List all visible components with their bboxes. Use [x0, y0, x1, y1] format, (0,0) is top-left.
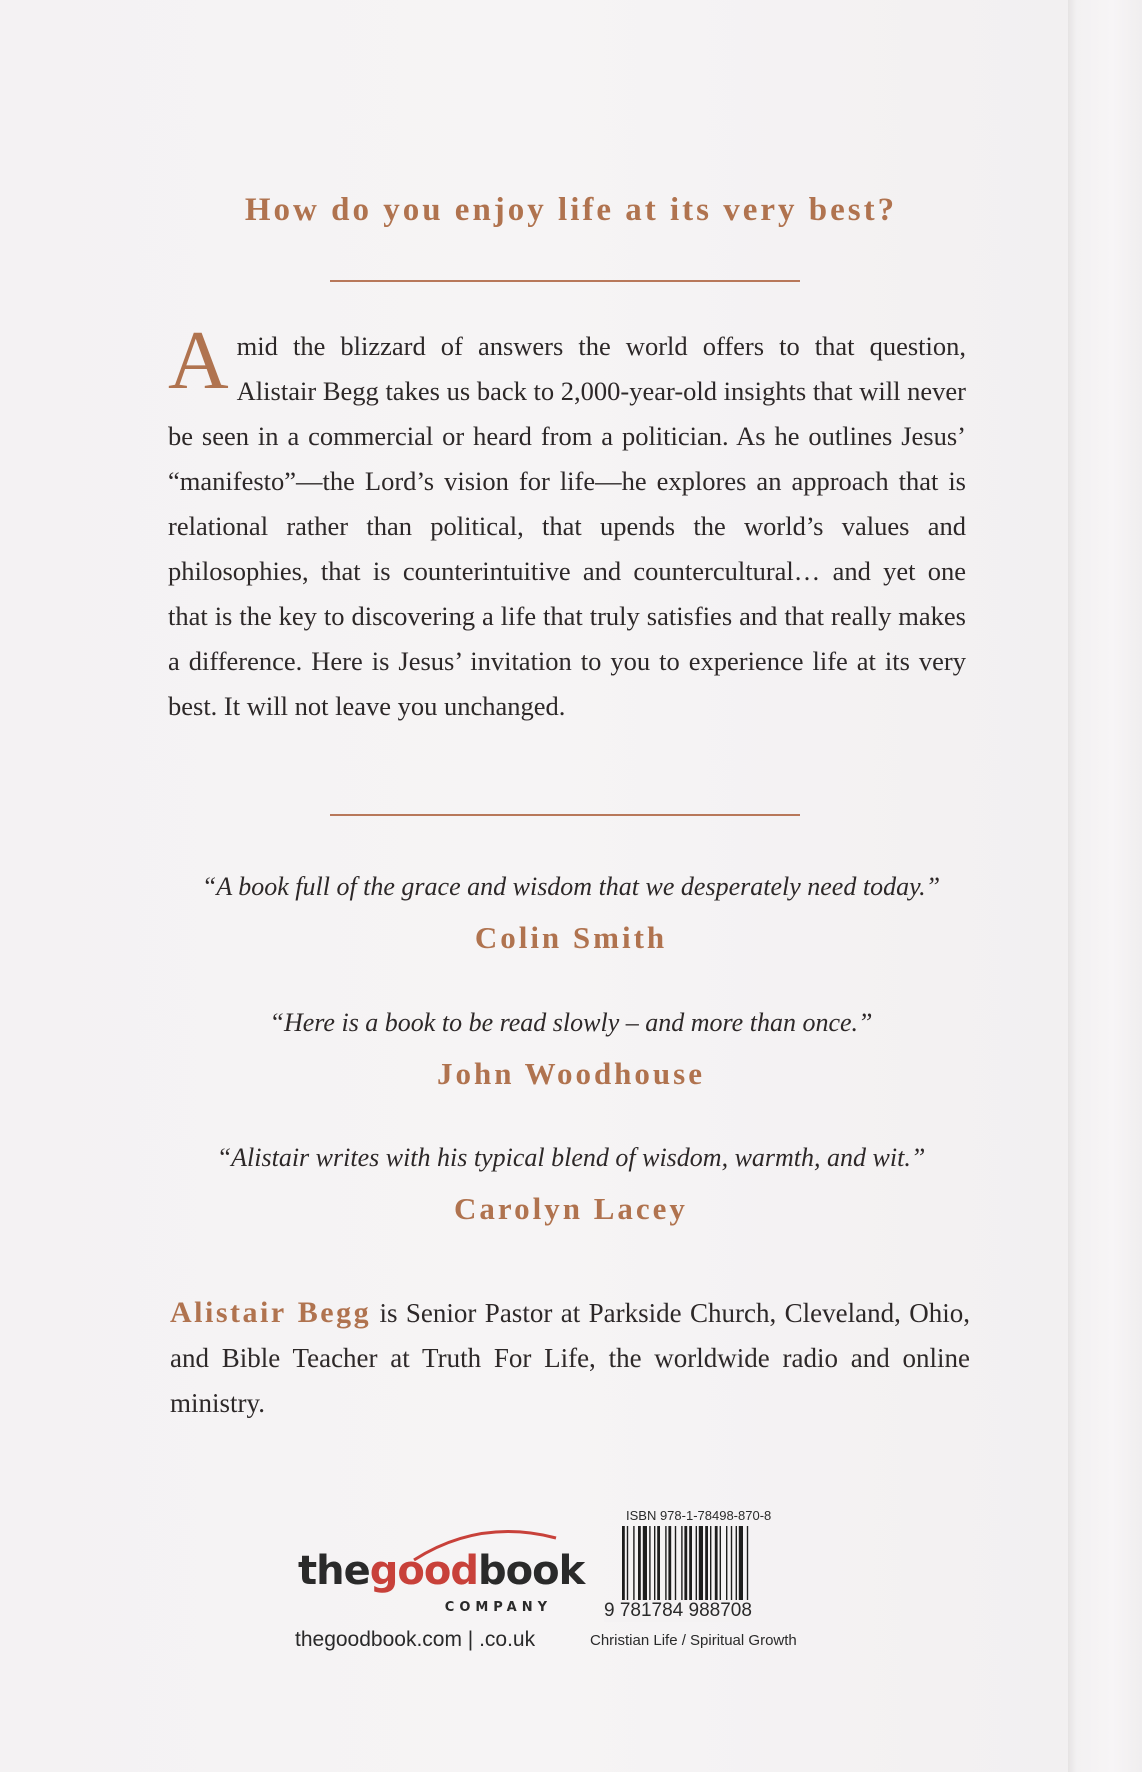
isbn-label: ISBN 978-1-78498-870-8	[626, 1508, 772, 1523]
blurb-text: mid the blizzard of answers the world offers to that question, Alistair Begg takes us back to 2,000-year-old insights that will never be seen in a commercial or heard from a politician. As he outlines Jesus’ “manifesto”—the Lord’s vision for life—he explores an approach that is relational rather than political, that upends the world’s values and philosophies, that is counterintuitive and countercultural… and yet one that is the key to discovering a life that truly satisfies and that really makes a difference. Here is Jesus’ invitation to you to experience life at its very best. It will not leave you unchanged.	[168, 331, 966, 721]
divider-top	[330, 280, 800, 282]
logo-wordmark	[298, 1548, 584, 1594]
logo-company: COMPANY	[444, 1600, 552, 1615]
bio-text: is Senior Pastor at Parkside Church, Cleveland, Ohio, and Bible Teacher at Truth For Life, the worldwide radio and online ministry.	[170, 1298, 970, 1418]
barcode-digits: 9 781784 988708	[604, 1600, 752, 1621]
divider-bottom	[330, 814, 800, 816]
headline: How do you enjoy life at its very best?	[244, 192, 898, 228]
endorsement-quote: “A book full of the grace and wisdom that we desperately need today.”	[201, 872, 941, 901]
endorsement-author: John Woodhouse	[436, 1056, 705, 1091]
publisher-url: thegoodbook.com | .co.uk	[295, 1628, 536, 1651]
blurb-paragraph	[168, 314, 966, 729]
endorsement-author: Colin Smith	[474, 920, 668, 955]
logo-good: good	[369, 1548, 478, 1594]
drop-cap: A	[168, 314, 229, 407]
endorsement-quote: “Alistair writes with his typical blend of wisdom, warmth, and wit.”	[216, 1143, 926, 1172]
endorsement-quote: “Here is a book to be read slowly – and more than once.”	[269, 1008, 873, 1037]
endorsement-author: Carolyn Lacey	[454, 1191, 688, 1226]
category-label: Christian Life / Spiritual Growth	[590, 1632, 797, 1649]
author-bio	[170, 1290, 970, 1426]
bio-author-name: Alistair Begg	[170, 1296, 372, 1329]
logo-the: the	[298, 1548, 370, 1594]
logo-book: book	[477, 1548, 585, 1594]
